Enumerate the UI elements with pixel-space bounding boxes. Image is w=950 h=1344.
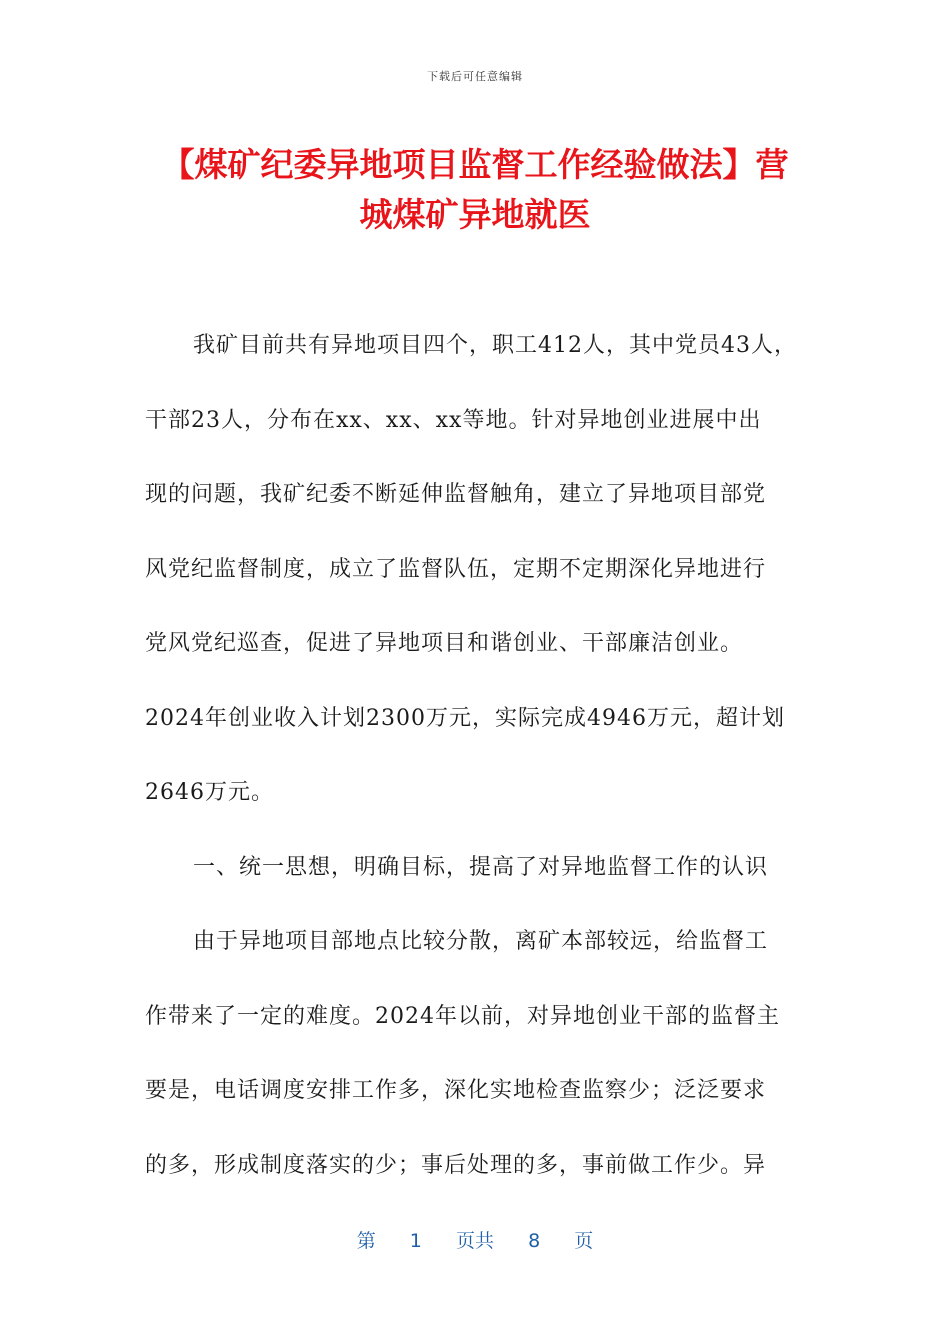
section-heading-1 — [145, 831, 810, 906]
paragraph-line: 作带来了一定的难度。2024年以前，对异地创业干部的监督主 — [145, 1003, 780, 1029]
body-paragraph-1 — [145, 309, 810, 831]
paragraph-line: 的多，形成制度落实的少；事后处理的多，事前做工作少。异 — [145, 1152, 767, 1178]
document-title — [140, 140, 810, 240]
page-footer — [0, 1226, 950, 1253]
paragraph-line: 党风党纪巡查，促进了异地项目和谐创业、干部廉洁创业。 — [145, 631, 744, 656]
paragraph-line: 由于异地项目部地点比较分散，离矿本部较远，给监督工 — [193, 929, 769, 954]
body-paragraph-2 — [145, 905, 810, 1203]
paragraph-line: 2646万元。 — [145, 780, 274, 805]
footer-suffix: 页 — [574, 1230, 594, 1252]
paragraph-line: 要是，电话调度安排工作多，深化实地检查监察少；泛泛要求 — [145, 1078, 767, 1103]
footer-prefix: 第 — [356, 1230, 376, 1252]
paragraph-line: 干部23人，分布在xx、xx、xx等地。针对异地创业进展中出 — [145, 407, 762, 433]
paragraph-line: 2024年创业收入计划2300万元，实际完成4946万元，超计划 — [145, 705, 785, 731]
header-note: 下载后可任意编辑 — [427, 70, 523, 83]
title-line-2: 城煤矿异地就医 — [359, 195, 591, 234]
footer-page-number: 1 — [409, 1230, 422, 1252]
footer-middle: 页共 — [455, 1230, 494, 1252]
paragraph-line: 风党纪监督制度，成立了监督队伍，定期不定期深化异地进行 — [145, 556, 767, 582]
paragraph-line: 我矿目前共有异地项目四个，职工412人，其中党员43人， — [193, 333, 797, 358]
title-line-1: 【煤矿纪委异地项目监督工作经验做法】营 — [161, 145, 789, 184]
heading-line: 一、统一思想，明确目标，提高了对异地监督工作的认识 — [193, 855, 769, 880]
paragraph-line: 现的问题，我矿纪委不断延伸监督触角，建立了异地项目部党 — [145, 482, 767, 507]
footer-total-pages: 8 — [528, 1230, 541, 1252]
